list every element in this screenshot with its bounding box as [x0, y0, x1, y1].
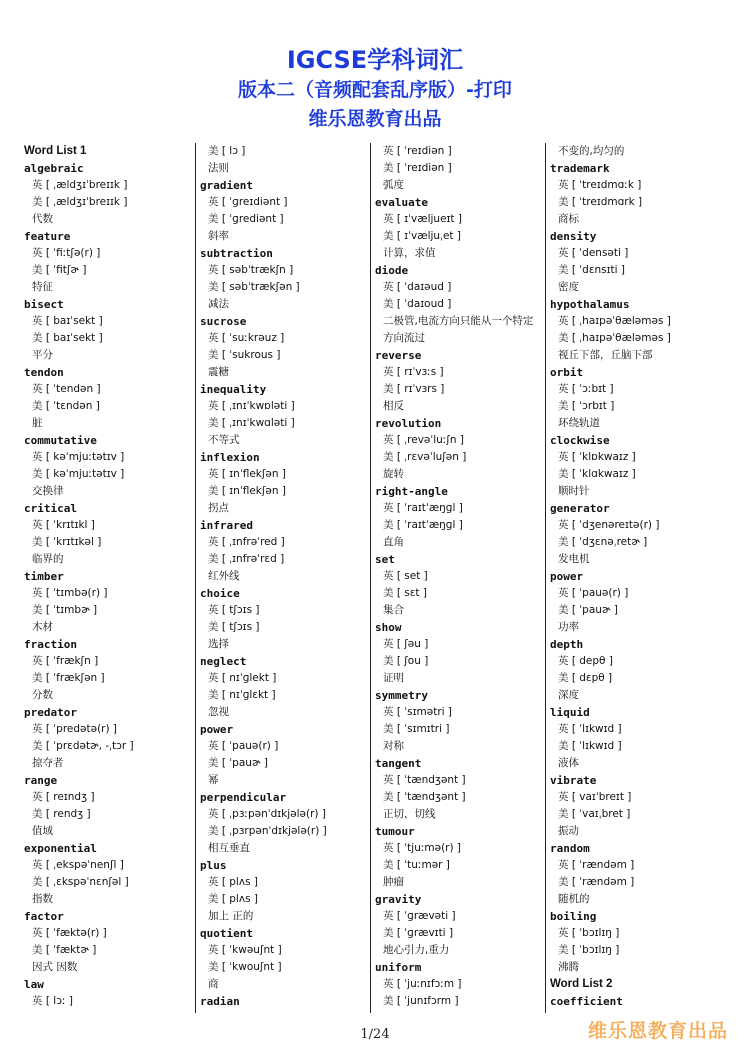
meaning: 相反 [383, 400, 404, 412]
pronunciation: 英 [ ˌekspəˈnenʃl ] [32, 859, 124, 871]
vocab-column-1 [24, 143, 192, 1013]
pronunciation: 英 [ ˌhaɪpəˈθæləməs ] [558, 315, 671, 327]
pronunciation: 英 [ ʃəu ] [383, 638, 429, 650]
document-title: IGCSE学科词汇 [286, 46, 464, 74]
meaning: 减法 [208, 298, 229, 310]
pronunciation: 英 [ səbˈtrækʃn ] [208, 264, 294, 276]
meaning: 法则 [208, 162, 229, 174]
meaning: 代数 [32, 213, 53, 225]
pronunciation: 英 [ ˈbɔɪlɪŋ ] [558, 927, 620, 939]
meaning: 不变的,均匀的 [558, 145, 625, 157]
vocab-word: symmetry [375, 689, 428, 702]
meaning: 红外线 [208, 570, 240, 582]
column-divider [370, 143, 371, 1013]
pronunciation: 美 [ ˈpauɚ ] [558, 604, 618, 616]
vocab-word: random [550, 842, 590, 855]
pronunciation: 美 [ ˈvaɪˌbret ] [558, 808, 631, 820]
pronunciation: 英 [ nɪˈɡlekt ] [208, 672, 277, 684]
pronunciation: 美 [ ˌhaɪpəˈθæləməs ] [558, 332, 671, 344]
pronunciation: 美 [ ˌɪnɪˈkwɑləti ] [208, 417, 295, 429]
meaning: 视丘下部，丘脑下部 [558, 349, 653, 361]
pronunciation: 英 [ ˈdensəti ] [558, 247, 629, 259]
pronunciation: 美 [ ˈɔrbɪt ] [558, 400, 615, 412]
word-list-heading: Word List 1 [24, 145, 87, 157]
vocab-word: trademark [550, 162, 610, 175]
vocab-word: gradient [200, 179, 253, 192]
vocab-word: radian [200, 995, 240, 1008]
vocab-word: inflexion [200, 451, 260, 464]
vocab-word: predator [24, 706, 77, 719]
pronunciation: 英 [ reɪndʒ ] [32, 791, 95, 803]
vocab-word: boiling [550, 910, 597, 923]
meaning: 木材 [32, 621, 53, 633]
pronunciation: 美 [ ˈlɪkwɪd ] [558, 740, 622, 752]
meaning: 加上 正的 [208, 910, 254, 922]
pronunciation: 英 [ ˈtreɪdmɑːk ] [558, 179, 642, 191]
meaning: 深度 [558, 689, 579, 701]
pronunciation: 美 [ ˈdʒɛnəˌretɚ ] [558, 536, 648, 548]
pronunciation: 美 [ baɪˈsekt ] [32, 332, 103, 344]
meaning: 分数 [32, 689, 53, 701]
meaning: 斜率 [208, 230, 229, 242]
pronunciation: 美 [ ˈtændʒənt ] [383, 791, 466, 803]
pronunciation: 美 [ ˈkwouʃnt ] [208, 961, 282, 973]
pronunciation: 英 [ ˈkwəuʃnt ] [208, 944, 282, 956]
pronunciation: 英 [ lɔː ] [32, 995, 73, 1007]
meaning: 特征 [32, 281, 53, 293]
vocab-word: inequality [200, 383, 267, 396]
vocab-word: orbit [550, 366, 584, 379]
meaning: 值域 [32, 825, 53, 837]
vocab-word: law [24, 978, 44, 991]
vocab-column-4 [550, 143, 730, 1013]
column-divider [545, 143, 546, 1013]
pronunciation: 英 [ ˈɡreɪdiənt ] [208, 196, 288, 208]
pronunciation: 美 [ ˈdaɪoud ] [383, 298, 452, 310]
meaning: 证明 [383, 672, 404, 684]
meaning: 方向流过 [383, 332, 425, 344]
vocab-word: generator [550, 502, 610, 515]
vocab-word: commutative [24, 434, 97, 447]
pronunciation: 英 [ ˈpauə(r) ] [558, 587, 629, 599]
meaning: 直角 [383, 536, 404, 548]
pronunciation: 英 [ tʃɔɪs ] [208, 604, 260, 616]
pronunciation: 美 [ ˈtreɪdmɑrk ] [558, 196, 643, 208]
vocab-word: diode [375, 264, 409, 277]
meaning: 不等式 [208, 434, 240, 446]
meaning: 弧度 [383, 179, 404, 191]
vocabulary-columns [0, 143, 750, 1013]
pronunciation: 美 [ ˈpauɚ ] [208, 757, 268, 769]
meaning: 随机的 [558, 893, 590, 905]
publisher-line: 维乐恩教育出品 [308, 108, 442, 130]
vocab-word: tumour [375, 825, 415, 838]
pronunciation: 美 [ ˈprɛdətɚ, -ˌtɔr ] [32, 740, 134, 752]
pronunciation: 美 [ ˌɛkspəˈnɛnʃəl ] [32, 876, 129, 888]
vocab-word: reverse [375, 349, 422, 362]
meaning: 顺时针 [558, 485, 590, 497]
meaning: 临界的 [32, 553, 64, 565]
meaning: 密度 [558, 281, 579, 293]
pronunciation: 英 [ ˈpauə(r) ] [208, 740, 279, 752]
vocab-word: tendon [24, 366, 64, 379]
pronunciation: 美 [ ˈtɛndən ] [32, 400, 100, 412]
meaning: 二极管,电流方向只能从一个特定 [383, 315, 534, 327]
pronunciation: 美 [ tʃɔɪs ] [208, 621, 260, 633]
vocab-column-3 [375, 143, 545, 1013]
meaning: 功率 [558, 621, 579, 633]
pronunciation: 美 [ ˈraɪtˈæŋɡl ] [383, 519, 463, 531]
column-divider [195, 143, 196, 1013]
vocab-word: uniform [375, 961, 422, 974]
word-list-heading: Word List 2 [550, 978, 613, 990]
pronunciation: 英 [ ˈfiːtʃə(r) ] [32, 247, 101, 259]
meaning: 旋转 [383, 468, 404, 480]
pronunciation: 美 [ ˈtuːmər ] [383, 859, 450, 871]
pronunciation: 美 [ ˈdɛnsɪti ] [558, 264, 625, 276]
pronunciation: 英 [ ˌɪnɪˈkwɒləti ] [208, 400, 295, 412]
pronunciation: 英 [ rɪˈvɜːs ] [383, 366, 444, 378]
vocab-word: coefficient [550, 995, 623, 1008]
vocab-word: power [200, 723, 234, 736]
pronunciation: 英 [ depθ ] [558, 655, 613, 667]
pronunciation: 美 [ nɪˈɡlɛkt ] [208, 689, 276, 701]
vocab-word: depth [550, 638, 584, 651]
pronunciation: 英 [ ˈrændəm ] [558, 859, 635, 871]
pronunciation: 英 [ ˈtjuːmə(r) ] [383, 842, 462, 854]
pronunciation: 美 [ lɔ ] [208, 145, 246, 157]
pronunciation: 美 [ ˈreɪdiən ] [383, 162, 452, 174]
pronunciation: 美 [ kəˈmjuːtətɪv ] [32, 468, 125, 480]
pronunciation: 英 [ ˈdʒenəreɪtə(r) ] [558, 519, 660, 531]
pronunciation: 美 [ ˈfæktɚ ] [32, 944, 97, 956]
pronunciation: 美 [ sɛt ] [383, 587, 427, 599]
pronunciation: 英 [ ˈklɒkwaɪz ] [558, 451, 636, 463]
meaning: 忽视 [208, 706, 229, 718]
vocab-word: liquid [550, 706, 590, 719]
vocab-word: factor [24, 910, 64, 923]
vocab-word: fraction [24, 638, 77, 651]
meaning: 正切，切线 [383, 808, 436, 820]
pronunciation: 英 [ ˈfrækʃn ] [32, 655, 99, 667]
pronunciation: 美 [ ˈkrɪtɪkəl ] [32, 536, 102, 548]
pronunciation: 英 [ ˈɔːbɪt ] [558, 383, 614, 395]
meaning: 对称 [383, 740, 404, 752]
pronunciation: 美 [ plʌs ] [208, 893, 258, 905]
pronunciation: 美 [ ˈfrækʃən ] [32, 672, 105, 684]
vocab-word: tangent [375, 757, 422, 770]
vocab-word: feature [24, 230, 71, 243]
vocab-word: timber [24, 570, 64, 583]
pronunciation: 英 [ ˈlɪkwɪd ] [558, 723, 622, 735]
page-number: 1/24 [360, 1027, 390, 1042]
pronunciation: 英 [ ˈsɪmətri ] [383, 706, 453, 718]
pronunciation: 英 [ ˈraɪtˈæŋɡl ] [383, 502, 463, 514]
pronunciation: 英 [ ˈɡrævəti ] [383, 910, 456, 922]
pronunciation: 英 [ ˌældʒɪˈbreɪɪk ] [32, 179, 128, 191]
pronunciation: 美 [ ˌɪnfrəˈrɛd ] [208, 553, 285, 565]
pronunciation: 英 [ vaɪˈbreɪt ] [558, 791, 632, 803]
pronunciation: 美 [ ˈfitʃɚ ] [32, 264, 87, 276]
meaning: 幂 [208, 774, 219, 786]
pronunciation: 英 [ ˈkrɪtɪkl ] [32, 519, 95, 531]
pronunciation: 美 [ ˈɡrævɪti ] [383, 927, 454, 939]
vocab-word: subtraction [200, 247, 273, 260]
pronunciation: 美 [ ˈklɑkwaɪz ] [558, 468, 636, 480]
meaning: 指数 [32, 893, 53, 905]
pronunciation: 英 [ ˈpredətə(r) ] [32, 723, 118, 735]
pronunciation: 美 [ ˌpɜrpənˈdɪkjələ(r) ] [208, 825, 327, 837]
pronunciation: 英 [ plʌs ] [208, 876, 258, 888]
pronunciation: 英 [ ˈreɪdiən ] [383, 145, 452, 157]
pronunciation: 美 [ səbˈtrækʃən ] [208, 281, 300, 293]
meaning: 交换律 [32, 485, 64, 497]
pronunciation: 美 [ rɪˈvɜrs ] [383, 383, 445, 395]
meaning: 商 [208, 978, 219, 990]
pronunciation: 英 [ ˈtændʒənt ] [383, 774, 466, 786]
vocab-word: bisect [24, 298, 64, 311]
meaning: 地心引力,重力 [383, 944, 450, 956]
vocab-word: density [550, 230, 597, 243]
vocab-word: clockwise [550, 434, 610, 447]
meaning: 沸腾 [558, 961, 579, 973]
pronunciation: 美 [ ˈsukrous ] [208, 349, 281, 361]
vocab-word: plus [200, 859, 227, 872]
pronunciation: 美 [ rendʒ ] [32, 808, 91, 820]
pronunciation: 美 [ ˈɡrediənt ] [208, 213, 284, 225]
vocab-word: infrared [200, 519, 253, 532]
pronunciation: 美 [ ɪˈvæljuˌet ] [383, 230, 461, 242]
pronunciation: 英 [ ɪˈvæljueɪt ] [383, 213, 462, 225]
pronunciation: 英 [ ˈjuːnɪfɔːm ] [383, 978, 462, 990]
meaning: 震糖 [208, 366, 229, 378]
meaning: 环绕轨道 [558, 417, 600, 429]
meaning: 掠夺者 [32, 757, 64, 769]
meaning: 拐点 [208, 502, 229, 514]
vocab-word: neglect [200, 655, 247, 668]
pronunciation: 美 [ ˈsɪmɪtri ] [383, 723, 450, 735]
pronunciation: 英 [ ˈtendən ] [32, 383, 101, 395]
meaning: 计算，求值 [383, 247, 436, 259]
meaning: 脏 [32, 417, 43, 429]
pronunciation: 美 [ ˈjunɪfɔrm ] [383, 995, 459, 1007]
pronunciation: 英 [ ɪnˈflekʃən ] [208, 468, 286, 480]
document-subtitle: 版本二（音频配套乱序版）-打印 [238, 79, 512, 101]
vocab-word: range [24, 774, 58, 787]
pronunciation: 美 [ ʃou ] [383, 655, 429, 667]
pronunciation: 美 [ ˈbɔɪlɪŋ ] [558, 944, 620, 956]
pronunciation: 美 [ ˈtɪmbɚ ] [32, 604, 98, 616]
meaning: 振动 [558, 825, 579, 837]
vocab-word: choice [200, 587, 240, 600]
vocab-word: set [375, 553, 395, 566]
pronunciation: 美 [ ˌældʒɪˈbreɪɪk ] [32, 196, 128, 208]
pronunciation: 美 [ ˈrændəm ] [558, 876, 635, 888]
pronunciation: 英 [ ˌrevəˈluːʃn ] [383, 434, 464, 446]
vocab-column-2 [200, 143, 368, 1013]
pronunciation: 英 [ ˈsuːkrəuz ] [208, 332, 285, 344]
watermark-logo: 维乐恩教育出品 [587, 1020, 728, 1042]
vocab-word: exponential [24, 842, 97, 855]
meaning: 商标 [558, 213, 579, 225]
vocab-word: quotient [200, 927, 253, 940]
meaning: 因式 因数 [32, 961, 78, 973]
meaning: 平分 [32, 349, 53, 361]
pronunciation: 美 [ ɪnˈflekʃən ] [208, 485, 286, 497]
meaning: 选择 [208, 638, 229, 650]
vocab-word: hypothalamus [550, 298, 630, 311]
vocab-word: show [375, 621, 402, 634]
pronunciation: 英 [ set ] [383, 570, 428, 582]
pronunciation: 美 [ ˌrɛvəˈluʃən ] [383, 451, 467, 463]
meaning: 肿瘤 [383, 876, 404, 888]
meaning: 集合 [383, 604, 404, 616]
vocab-word: sucrose [200, 315, 247, 328]
vocab-word: critical [24, 502, 77, 515]
pronunciation: 英 [ kəˈmjuːtətɪv ] [32, 451, 125, 463]
vocab-word: algebraic [24, 162, 84, 175]
pronunciation: 美 [ dɛpθ ] [558, 672, 613, 684]
vocab-word: right-angle [375, 485, 448, 498]
meaning: 液体 [558, 757, 579, 769]
vocab-word: perpendicular [200, 791, 287, 804]
vocab-word: power [550, 570, 584, 583]
vocab-word: revolution [375, 417, 442, 430]
pronunciation: 英 [ ˈtɪmbə(r) ] [32, 587, 108, 599]
meaning: 发电机 [558, 553, 590, 565]
meaning: 相互垂直 [208, 842, 250, 854]
pronunciation: 英 [ ˈdaɪəud ] [383, 281, 452, 293]
vocab-word: evaluate [375, 196, 428, 209]
vocab-word: gravity [375, 893, 422, 906]
pronunciation: 英 [ ˌɪnfrəˈred ] [208, 536, 285, 548]
pronunciation: 英 [ baɪˈsekt ] [32, 315, 103, 327]
vocab-word: vibrate [550, 774, 597, 787]
pronunciation: 英 [ ˌpɜːpənˈdɪkjələ(r) ] [208, 808, 326, 820]
pronunciation: 英 [ ˈfæktə(r) ] [32, 927, 107, 939]
